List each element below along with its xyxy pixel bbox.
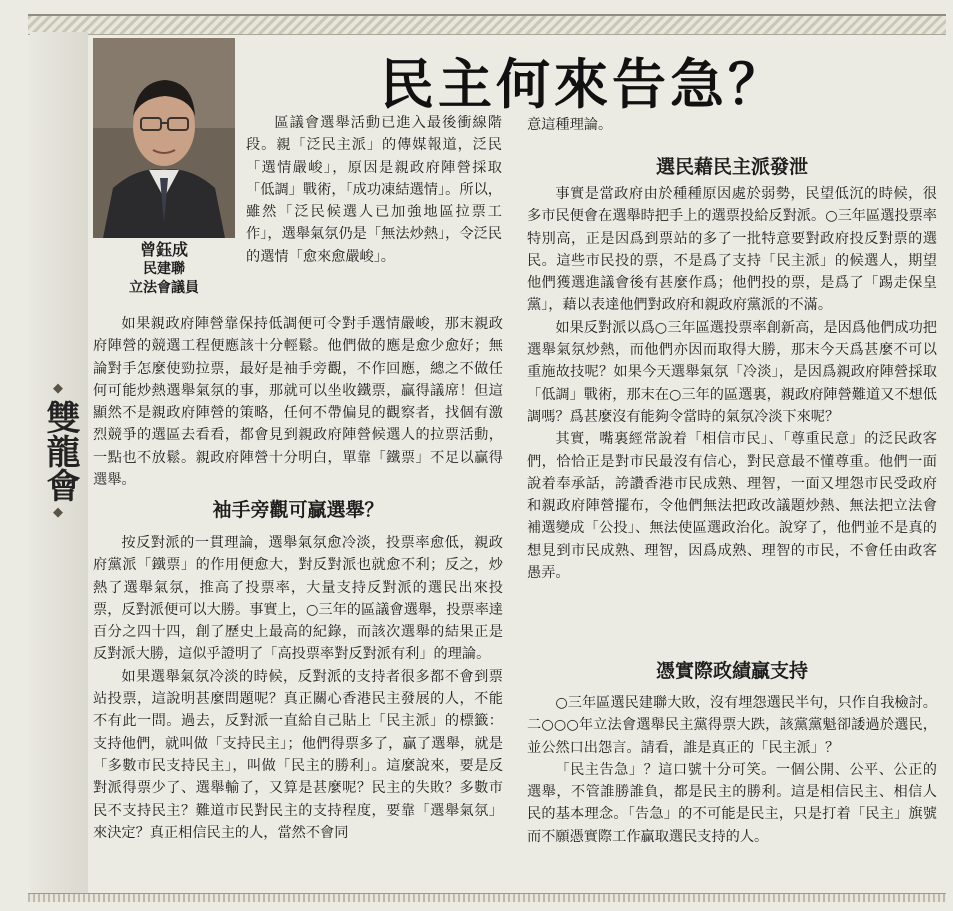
right-lead-block — [527, 114, 937, 136]
column-name: 雙龍會 — [40, 400, 80, 502]
body-paragraph: 其實，嘴裏經常說着「相信市民」、「尊重民意」的泛民政客們，恰恰正是對市民最沒有信心，對民意最不懂尊重。他們一面說着奉承話，誇讚香港市民成熟、理智，一面又埋怨市民受政府和親政府陣營擺布，令他們無法把政改議題炒熱、無法把立法會補選變成「公投」、無法使區選政治化。說穿了，他們並不是真的想見到市民成熟、理智，因爲成熟、理智的市民，不會任由政客愚弄。 — [527, 431, 937, 582]
body-paragraph: ○三年區選民建聯大敗，沒有埋怨選民半句，只作自我檢討。二○○○年立法會選舉民主黨得票大跌，該黨黨魁卻諉過於選民，並公然口出怨言。請看，誰是真正的「民主派」？ — [527, 695, 937, 756]
body-paragraph: 事實是當政府由於種種原因處於弱勢，民望低沉的時候，很多市民便會在選舉時把手上的選票投給反對派。○三年區選投票率特別高，正是因爲到票站的多了一批特意要對政府投反對票的選民。這些市民投的票，不是爲了支持「民主派」的候選人，期望他們獲選進議會後有甚麼作爲；他們投的票，是爲了「踢走保皇黨」，藉以表達他們對政府和親政府黨派的不滿。 — [527, 186, 937, 314]
body-paragraph: 按反對派的一貫理論，選舉氣氛愈冷淡，投票率愈低，親政府黨派「鐵票」的作用便愈大，對反對派也就愈不利；反之，炒熱了選舉氣氛，推高了投票率，大量支持反對派的選民出來投票，反對派便可以大勝。事實上，○三年的區議會選舉，投票率達百分之四十四，創了歷史上最高的紀錄，而該次選舉的結果正是反對派大勝，這似乎證明了「高投票率對反對派有利」的理論。 — [93, 535, 503, 663]
author-photo — [93, 38, 235, 238]
body-paragraph: 「民主告急」？這口號十分可笑。一個公開、公平、公正的選舉，不管誰勝誰負，都是民主的勝利。這是相信民主、相信人民的基本理念。「告急」的不可能是民主，只是打着「民主」旗號而不願憑實際工作贏取選民支持的人。 — [527, 761, 937, 845]
top-decorative-border — [28, 14, 946, 35]
author-portrait-image — [93, 38, 235, 238]
intro-paragraph-block — [246, 112, 502, 268]
author-party: 民建聯 — [143, 261, 185, 277]
diamond-icon: ◆ — [53, 505, 63, 520]
headline: 民主何來告急？ — [380, 53, 786, 116]
column-tag — [38, 380, 78, 522]
author-name: 曾鈺成 — [139, 240, 188, 259]
author-role: 立法會議員 — [129, 280, 199, 296]
subhead-1: 袖手旁觀可贏選舉？ — [212, 499, 384, 521]
body-block-1 — [93, 313, 503, 491]
diamond-icon: ◆ — [53, 381, 63, 396]
bottom-decorative-border — [28, 893, 946, 902]
intro-paragraph: 區議會選舉活動已進入最後衝線階段。親「泛民主派」的傳媒報道，泛民「選情嚴峻」，原因是親政府陣營採取「低調」戰術，「成功凍結選情」。所以，雖然「泛民候選人已加強地區拉票工作」，選舉氣氛仍是「無法炒熱」，令泛民的選情「愈來愈嚴峻」。 — [246, 115, 502, 265]
body-paragraph: 如果反對派以爲○三年區選投票率創新高，是因爲他們成功把選舉氣氛炒熱，而他們亦因而取得大勝，那末今天爲甚麼不可以重施故技呢？如果今天選舉氣氛「冷淡」，是因爲親政府陣營採取「低調」戰術，那末在○三年的區選裏，親政府陣營難道又不想低調嗎？爲甚麼沒有能夠令當時的氣氛冷淡下來呢？ — [527, 319, 937, 425]
body-block-3 — [527, 183, 937, 584]
body-paragraph: 如果選舉氣氛冷淡的時候，反對派的支持者很多都不會到票站投票，這說明甚麼問題呢？真正關心香港民主發展的人，不能不有此一問。過去，反對派一直給自己貼上「民主派」的標籤：支持他們，就叫做「支持民主」；他們得票多了，贏了選舉，就是「多數市民支持民主」，叫做「民主的勝利」。這麼說來，要是反對派得票少了、選舉輸了，又算是甚麼呢？民主的失敗？多數市民不支持民主？難道市民對民主的支持程度，要靠「選舉氣氛」來決定？真正相信民主的人，當然不會同 — [93, 668, 503, 841]
subhead-2: 選民藉民主派發泄 — [655, 156, 808, 178]
body-paragraph: 如果親政府陣營靠保持低調便可令對手選情嚴峻，那末親政府陣營的競選工程便應該十分輕鬆。他們做的應是愈少愈好；無論對手怎麼使勁拉票，最好是袖手旁觀，不作回應，總之不做任何可能炒熱選舉氣氛的事，那就可以坐收鐵票，贏得議席！但這顯然不是親政府陣營的策略，任何不帶偏見的觀察者，找個有激烈競爭的選區去看看，都會見到親政府陣營候選人的拉票活動，一點也不放鬆。親政府陣營十分明白，單靠「鐵票」不足以贏得選舉。 — [93, 316, 503, 489]
subhead-3: 憑實際政績贏支持 — [655, 660, 808, 682]
body-block-4 — [527, 692, 937, 848]
continuation-line: 意這種理論。 — [527, 117, 613, 133]
body-block-2 — [93, 532, 503, 844]
author-byline — [93, 240, 235, 298]
